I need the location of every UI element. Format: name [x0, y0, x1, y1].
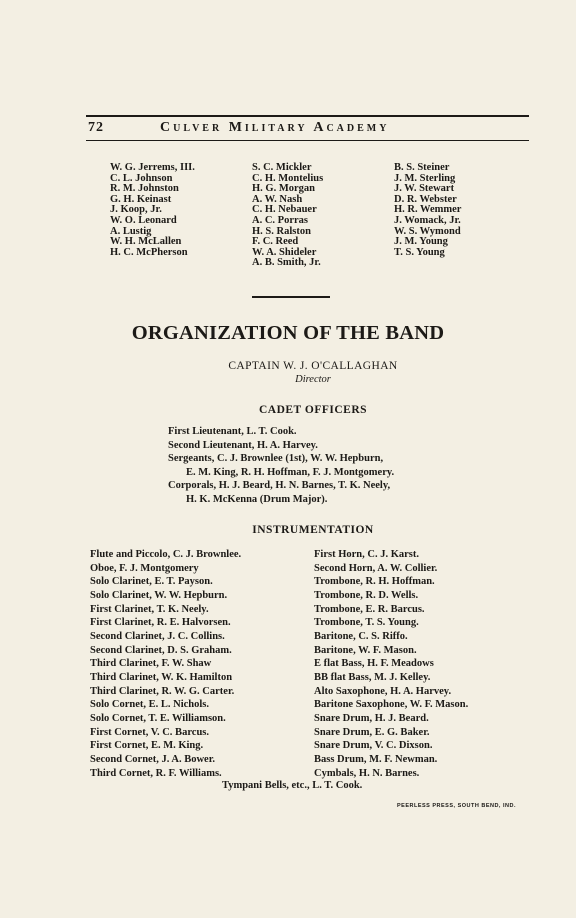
- header-rule-top: [86, 115, 529, 117]
- list-item: W. A. Shideler: [252, 246, 317, 258]
- list-item: First Clarinet, R. E. Halvorsen.: [90, 617, 231, 629]
- list-item: Cymbals, H. N. Barnes.: [314, 767, 420, 779]
- list-item: Alto Saxophone, H. A. Harvey.: [314, 685, 452, 697]
- list-item: C. L. Johnson: [110, 172, 173, 184]
- list-item: Third Clarinet, F. W. Shaw: [90, 658, 212, 670]
- section-divider: [252, 296, 330, 298]
- roster-column-2: [252, 163, 323, 269]
- list-item: A. C. Porras: [252, 214, 308, 226]
- cadet-officers-list: [168, 425, 394, 507]
- list-item: Baritone Saxophone, W. F. Mason.: [314, 699, 469, 711]
- list-item: H. C. McPherson: [110, 246, 188, 258]
- roster-column-3: [394, 163, 461, 258]
- instrumentation-left-column: [90, 548, 241, 780]
- list-item: H. S. Ralston: [252, 225, 311, 237]
- header-rule-bottom: [86, 140, 529, 141]
- list-item: Solo Cornet, E. L. Nichols.: [90, 699, 210, 711]
- list-item: First Cornet, E. M. King.: [90, 740, 204, 752]
- list-item: Trombone, R. D. Wells.: [314, 589, 419, 601]
- page-number: 72: [88, 120, 104, 135]
- list-item: Snare Drum, E. G. Baker.: [314, 726, 430, 738]
- list-item: H. R. Wemmer: [394, 204, 462, 216]
- list-item: Baritone, W. F. Mason.: [314, 644, 417, 656]
- list-item: J. M. Young: [394, 236, 448, 248]
- list-item: Oboe, F. J. Montgomery: [90, 562, 199, 574]
- director-name: CAPTAIN W. J. O'CALLAGHAN: [228, 360, 398, 372]
- running-title: Culver Military Academy: [160, 120, 390, 135]
- list-item: W. G. Jerrems, III.: [110, 162, 195, 173]
- list-item: A. Lustig: [110, 225, 152, 237]
- list-item: Snare Drum, H. J. Beard.: [314, 712, 429, 724]
- officer-line: E. M. King, R. H. Hoffman, F. J. Montgomery.: [186, 466, 395, 478]
- list-item: First Clarinet, T. K. Neely.: [90, 603, 209, 615]
- roster-column-1: [110, 163, 195, 258]
- list-item: A. B. Smith, Jr.: [252, 257, 321, 269]
- list-item: G. H. Keinast: [110, 193, 172, 205]
- list-item: S. C. Mickler: [252, 162, 312, 173]
- list-item: W. O. Leonard: [110, 214, 177, 226]
- list-item: Trombone, R. H. Hoffman.: [314, 576, 435, 588]
- officer-line: H. K. McKenna (Drum Major).: [186, 493, 328, 505]
- tympani-line: Tympani Bells, etc., L. T. Cook.: [222, 780, 363, 791]
- list-item: BB flat Bass, M. J. Kelley.: [314, 671, 431, 683]
- list-item: Second Horn, A. W. Collier.: [314, 562, 438, 574]
- list-item: Second Clarinet, D. S. Graham.: [90, 644, 232, 656]
- officer-line: Sergeants, C. J. Brownlee (1st), W. W. Hepburn,: [168, 453, 384, 465]
- instrumentation-heading: INSTRUMENTATION: [252, 524, 374, 536]
- list-item: C. H. Nebauer: [252, 204, 317, 216]
- list-item: Snare Drum, V. C. Dixson.: [314, 740, 433, 752]
- list-item: J. W. Stewart: [394, 183, 455, 195]
- list-item: E flat Bass, H. F. Meadows: [314, 658, 434, 670]
- list-item: B. S. Steiner: [394, 162, 450, 173]
- officer-line: First Lieutenant, L. T. Cook.: [168, 426, 297, 437]
- list-item: Trombone, T. S. Young.: [314, 617, 419, 629]
- instrumentation-right-column: [314, 548, 468, 780]
- list-item: J. M. Sterling: [394, 172, 456, 184]
- cadet-officers-heading: CADET OFFICERS: [258, 404, 368, 416]
- list-item: Third Cornet, R. F. Williams.: [90, 767, 222, 779]
- list-item: Second Cornet, J. A. Bower.: [90, 753, 216, 765]
- list-item: C. H. Montelius: [252, 172, 324, 184]
- officer-line: Corporals, H. J. Beard, H. N. Barnes, T. K. Neely,: [168, 480, 391, 492]
- list-item: J. Koop, Jr.: [110, 204, 162, 216]
- band-title: ORGANIZATION OF THE BAND: [131, 322, 445, 344]
- director-role: Director: [295, 374, 331, 385]
- officer-line: Second Lieutenant, H. A. Harvey.: [168, 439, 318, 451]
- list-item: Flute and Piccolo, C. J. Brownlee.: [90, 549, 242, 560]
- list-item: T. S. Young: [394, 246, 445, 258]
- list-item: H. G. Morgan: [252, 183, 315, 195]
- list-item: Solo Clarinet, E. T. Payson.: [90, 576, 213, 588]
- list-item: Second Clarinet, J. C. Collins.: [90, 630, 225, 642]
- list-item: Third Clarinet, W. K. Hamilton: [90, 671, 233, 683]
- list-item: J. Womack, Jr.: [394, 214, 461, 226]
- list-item: A. W. Nash: [252, 193, 303, 205]
- list-item: W. S. Wymond: [394, 225, 461, 237]
- list-item: F. C. Reed: [252, 236, 299, 248]
- list-item: Baritone, C. S. Riffo.: [314, 630, 408, 642]
- list-item: First Horn, C. J. Karst.: [314, 549, 419, 560]
- list-item: R. M. Johnston: [110, 183, 179, 195]
- printer-imprint: PEERLESS PRESS, SOUTH BEND, IND.: [397, 803, 516, 809]
- list-item: Solo Cornet, T. E. Williamson.: [90, 712, 226, 724]
- list-item: Trombone, E. R. Barcus.: [314, 603, 425, 615]
- list-item: W. H. McLallen: [110, 236, 182, 248]
- list-item: First Cornet, V. C. Barcus.: [90, 726, 209, 738]
- list-item: Solo Clarinet, W. W. Hepburn.: [90, 589, 228, 601]
- list-item: D. R. Webster: [394, 193, 457, 205]
- list-item: Third Clarinet, R. W. G. Carter.: [90, 685, 235, 697]
- list-item: Bass Drum, M. F. Newman.: [314, 753, 438, 765]
